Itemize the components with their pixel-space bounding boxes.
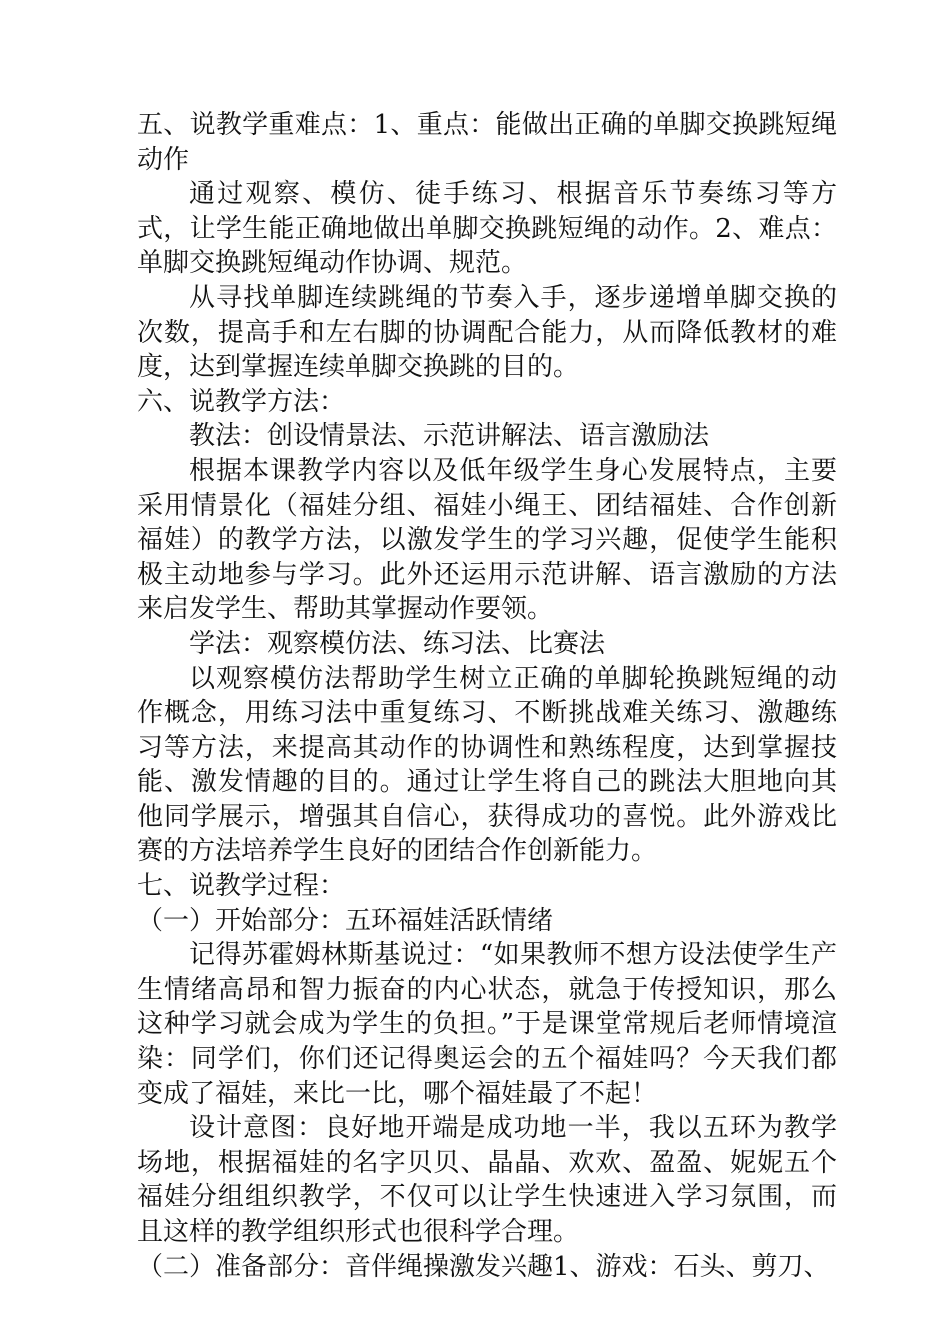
paragraph-teaching-methods-detail: 根据本课教学内容以及低年级学生身心发展特点，主要采用情景化（福娃分组、福娃小绳王、团结福娃、合作创新福娃）的教学方法，以激发学生的学习兴趣，促使学生能积极主动地参与学习。此外还运用示范讲解、语言激励的方法来启发学生、帮助其掌握动作要领。: [137, 455, 837, 625]
paragraph-opening-quote: 记得苏霍姆林斯基说过：“如果教师不想方设法使学生产生情绪高昂和智力振奋的内心状态，就急于传授知识，那么这种学习就会成为学生的负担。”于是课堂常规后老师情境渲染：同学们，你们还记得奥运会的五个福娃吗？今天我们都变成了福娃，来比一比，哪个福娃最了不起！: [137, 940, 837, 1109]
paragraph-difficulty-approach: 从寻找单脚连续跳绳的节奏入手，逐步递增单脚交换的次数，提高手和左右脚的协调配合能力，从而降低教材的难度，达到掌握连续单脚交换跳的目的。: [137, 282, 837, 383]
paragraph-teaching-methods-list: 教法：创设情景法、示范讲解法、语言激励法: [189, 421, 710, 452]
paragraph-learning-methods-detail: 以观察模仿法帮助学生树立正确的单脚轮换跳短绳的动作概念，用练习法中重复练习、不断挑战难关练习、激趣练习等方法，来提高其动作的协调性和熟练程度，达到掌握技能、激发情趣的目的。通过让学生将自己的跳法大胆地向其他同学展示，增强其自信心，获得成功的喜悦。此外游戏比赛的方法培养学生良好的团结合作创新能力。: [137, 663, 837, 867]
section-heading-key-points: 五、说教学重难点：1、重点：能做出正确的单脚交换跳短绳动作: [137, 110, 837, 175]
subsection-heading-opening: （一）开始部分：五环福娃活跃情绪: [137, 905, 554, 936]
section-heading-teaching-process: 七、说教学过程：: [137, 871, 346, 902]
paragraph-learning-methods-list: 学法：观察模仿法、练习法、比赛法: [189, 628, 606, 659]
section-heading-teaching-methods: 六、说教学方法：: [137, 386, 346, 417]
paragraph-key-points-method: 通过观察、模仿、徒手练习、根据音乐节奏练习等方式，让学生能正确地做出单脚交换跳短绳的动作。2、难点：单脚交换跳短绳动作协调、规范。: [137, 179, 837, 279]
document-body: [137, 108, 837, 1284]
subsection-heading-preparation: （二）准备部分：音伴绳操激发兴趣1、游戏：石头、剪刀、: [137, 1251, 830, 1282]
paragraph-opening-design-intent: 设计意图：良好地开端是成功地一半，我以五环为教学场地，根据福娃的名字贝贝、晶晶、欢欢、盈盈、妮妮五个福娃分组组织教学，不仅可以让学生快速进入学习氛围，而且这样的教学组织形式也很科学合理。: [137, 1113, 837, 1247]
